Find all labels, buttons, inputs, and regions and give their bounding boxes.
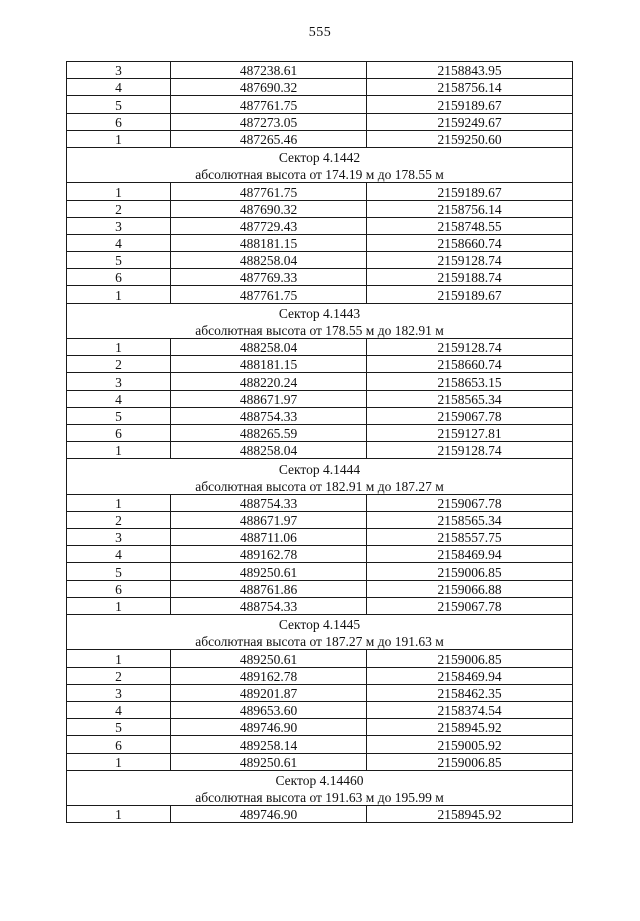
- y-coordinate: 2159128.74: [367, 339, 573, 356]
- table-row: [67, 62, 573, 79]
- x-coordinate: 489162.78: [171, 667, 367, 684]
- coordinates-table: [66, 61, 573, 823]
- table-row: [67, 753, 573, 770]
- sector-altitude: абсолютная высота от 187.27 м до 191.63 м: [67, 632, 573, 650]
- page-number: 555: [308, 25, 332, 40]
- y-coordinate: 2159189.67: [367, 96, 573, 113]
- table-row: [67, 597, 573, 614]
- table-row: [67, 424, 573, 441]
- x-coordinate: 488181.15: [171, 234, 367, 251]
- sector-altitude-row: [67, 165, 573, 183]
- table-row: [67, 217, 573, 234]
- x-coordinate: 488671.97: [171, 511, 367, 528]
- table-row: [67, 719, 573, 736]
- table-row: [67, 79, 573, 96]
- y-coordinate: 2158565.34: [367, 511, 573, 528]
- point-number: 3: [67, 62, 171, 79]
- y-coordinate: 2158945.92: [367, 719, 573, 736]
- table-row: [67, 200, 573, 217]
- x-coordinate: 487769.33: [171, 269, 367, 286]
- x-coordinate: 487761.75: [171, 183, 367, 200]
- y-coordinate: 2159067.78: [367, 494, 573, 511]
- sector-altitude: абсолютная высота от 178.55 м до 182.91 м: [67, 321, 573, 339]
- y-coordinate: 2159006.85: [367, 563, 573, 580]
- x-coordinate: 488258.04: [171, 442, 367, 459]
- sector-title-row: [67, 770, 573, 788]
- table-row: [67, 234, 573, 251]
- y-coordinate: 2159006.85: [367, 650, 573, 667]
- y-coordinate: 2159188.74: [367, 269, 573, 286]
- x-coordinate: 489250.61: [171, 753, 367, 770]
- table-row: [67, 494, 573, 511]
- sector-title: Сектор 4.14460: [67, 770, 573, 788]
- sector-altitude-row: [67, 321, 573, 339]
- table-row: [67, 701, 573, 718]
- point-number: 1: [67, 806, 171, 823]
- table-row: [67, 563, 573, 580]
- x-coordinate: 488258.04: [171, 339, 367, 356]
- x-coordinate: 488754.33: [171, 597, 367, 614]
- table-row: [67, 113, 573, 130]
- sector-altitude: абсолютная высота от 191.63 м до 195.99 м: [67, 788, 573, 806]
- x-coordinate: 488265.59: [171, 424, 367, 441]
- table-row: [67, 339, 573, 356]
- coordinates-table-body: [67, 62, 573, 823]
- y-coordinate: 2158557.75: [367, 529, 573, 546]
- x-coordinate: 489162.78: [171, 546, 367, 563]
- y-coordinate: 2158565.34: [367, 390, 573, 407]
- sector-altitude-row: [67, 632, 573, 650]
- table-row: [67, 650, 573, 667]
- sector-altitude: абсолютная высота от 182.91 м до 187.27 м: [67, 477, 573, 495]
- point-number: 2: [67, 511, 171, 528]
- point-number: 4: [67, 234, 171, 251]
- sector-altitude: абсолютная высота от 174.19 м до 178.55 м: [67, 165, 573, 183]
- sector-altitude-row: [67, 788, 573, 806]
- x-coordinate: 489201.87: [171, 684, 367, 701]
- sector-title: Сектор 4.1442: [67, 147, 573, 165]
- point-number: 2: [67, 200, 171, 217]
- point-number: 1: [67, 442, 171, 459]
- sector-title: Сектор 4.1445: [67, 615, 573, 633]
- sector-title-row: [67, 147, 573, 165]
- sector-altitude-row: [67, 477, 573, 495]
- table-row: [67, 269, 573, 286]
- y-coordinate: 2158843.95: [367, 62, 573, 79]
- x-coordinate: 488671.97: [171, 390, 367, 407]
- x-coordinate: 487729.43: [171, 217, 367, 234]
- table-row: [67, 667, 573, 684]
- point-number: 1: [67, 753, 171, 770]
- y-coordinate: 2158653.15: [367, 373, 573, 390]
- table-row: [67, 96, 573, 113]
- table-row: [67, 407, 573, 424]
- point-number: 1: [67, 183, 171, 200]
- x-coordinate: 489250.61: [171, 650, 367, 667]
- table-row: [67, 580, 573, 597]
- x-coordinate: 487273.05: [171, 113, 367, 130]
- x-coordinate: 487265.46: [171, 130, 367, 147]
- table-row: [67, 806, 573, 823]
- x-coordinate: 487761.75: [171, 286, 367, 303]
- y-coordinate: 2158660.74: [367, 234, 573, 251]
- y-coordinate: 2158945.92: [367, 806, 573, 823]
- x-coordinate: 489258.14: [171, 736, 367, 753]
- sector-title: Сектор 4.1443: [67, 303, 573, 321]
- x-coordinate: 488754.33: [171, 407, 367, 424]
- x-coordinate: 488258.04: [171, 252, 367, 269]
- y-coordinate: 2159189.67: [367, 183, 573, 200]
- y-coordinate: 2158462.35: [367, 684, 573, 701]
- point-number: 4: [67, 701, 171, 718]
- x-coordinate: 488711.06: [171, 529, 367, 546]
- point-number: 6: [67, 424, 171, 441]
- point-number: 1: [67, 130, 171, 147]
- x-coordinate: 488754.33: [171, 494, 367, 511]
- point-number: 1: [67, 494, 171, 511]
- point-number: 2: [67, 356, 171, 373]
- y-coordinate: 2159067.78: [367, 597, 573, 614]
- y-coordinate: 2159066.88: [367, 580, 573, 597]
- y-coordinate: 2159128.74: [367, 252, 573, 269]
- y-coordinate: 2158469.94: [367, 546, 573, 563]
- sector-title-row: [67, 615, 573, 633]
- x-coordinate: 487690.32: [171, 200, 367, 217]
- y-coordinate: 2159189.67: [367, 286, 573, 303]
- point-number: 5: [67, 563, 171, 580]
- sector-title: Сектор 4.1444: [67, 459, 573, 477]
- table-row: [67, 286, 573, 303]
- x-coordinate: 487761.75: [171, 96, 367, 113]
- y-coordinate: 2159005.92: [367, 736, 573, 753]
- point-number: 5: [67, 252, 171, 269]
- point-number: 2: [67, 667, 171, 684]
- y-coordinate: 2159250.60: [367, 130, 573, 147]
- point-number: 1: [67, 650, 171, 667]
- point-number: 6: [67, 736, 171, 753]
- x-coordinate: 489746.90: [171, 806, 367, 823]
- y-coordinate: 2158748.55: [367, 217, 573, 234]
- point-number: 6: [67, 269, 171, 286]
- point-number: 3: [67, 373, 171, 390]
- x-coordinate: 488761.86: [171, 580, 367, 597]
- table-row: [67, 373, 573, 390]
- point-number: 5: [67, 96, 171, 113]
- y-coordinate: 2159127.81: [367, 424, 573, 441]
- x-coordinate: 488181.15: [171, 356, 367, 373]
- point-number: 1: [67, 339, 171, 356]
- point-number: 4: [67, 390, 171, 407]
- table-row: [67, 252, 573, 269]
- point-number: 5: [67, 719, 171, 736]
- y-coordinate: 2159249.67: [367, 113, 573, 130]
- table-row: [67, 529, 573, 546]
- sector-title-row: [67, 303, 573, 321]
- y-coordinate: 2158756.14: [367, 200, 573, 217]
- y-coordinate: 2159006.85: [367, 753, 573, 770]
- x-coordinate: 489746.90: [171, 719, 367, 736]
- x-coordinate: 487238.61: [171, 62, 367, 79]
- table-row: [67, 356, 573, 373]
- table-row: [67, 390, 573, 407]
- point-number: 3: [67, 684, 171, 701]
- point-number: 5: [67, 407, 171, 424]
- table-row: [67, 442, 573, 459]
- x-coordinate: 487690.32: [171, 79, 367, 96]
- point-number: 3: [67, 529, 171, 546]
- point-number: 4: [67, 79, 171, 96]
- table-row: [67, 736, 573, 753]
- table-row: [67, 684, 573, 701]
- sector-title-row: [67, 459, 573, 477]
- point-number: 6: [67, 580, 171, 597]
- x-coordinate: 489653.60: [171, 701, 367, 718]
- table-row: [67, 130, 573, 147]
- point-number: 6: [67, 113, 171, 130]
- point-number: 4: [67, 546, 171, 563]
- point-number: 1: [67, 286, 171, 303]
- table-row: [67, 183, 573, 200]
- y-coordinate: 2159128.74: [367, 442, 573, 459]
- table-row: [67, 546, 573, 563]
- x-coordinate: 488220.24: [171, 373, 367, 390]
- point-number: 3: [67, 217, 171, 234]
- y-coordinate: 2158374.54: [367, 701, 573, 718]
- y-coordinate: 2158756.14: [367, 79, 573, 96]
- y-coordinate: 2158469.94: [367, 667, 573, 684]
- y-coordinate: 2158660.74: [367, 356, 573, 373]
- point-number: 1: [67, 597, 171, 614]
- table-row: [67, 511, 573, 528]
- x-coordinate: 489250.61: [171, 563, 367, 580]
- y-coordinate: 2159067.78: [367, 407, 573, 424]
